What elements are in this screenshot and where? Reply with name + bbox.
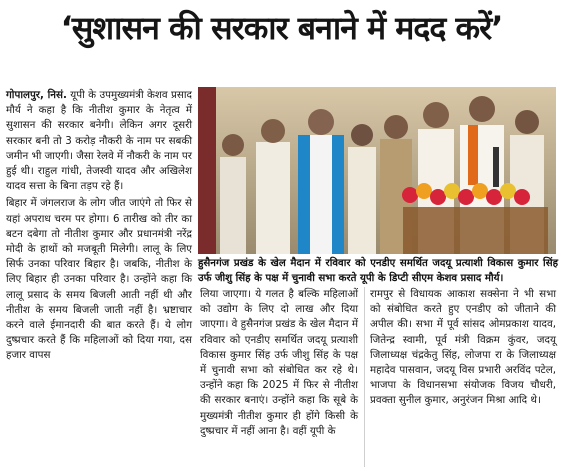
column-divider bbox=[364, 287, 365, 467]
photo-caption: हुसैनगंज प्रखंड के खेल मैदान में रविवार को एनडीए समर्थित जदयू प्रत्याशी विकास कुमार सिंह उर्फ जीशु सिंह के पक्ष में चुनावी सभा करते यूपी के डिप्टी सीएम केशव प्रसाद मौर्य। bbox=[198, 258, 558, 284]
article-column-1 bbox=[6, 88, 192, 366]
rally-photo-illustration bbox=[198, 87, 556, 254]
article-column-3 bbox=[370, 287, 556, 411]
rally-photo bbox=[198, 87, 556, 254]
headline: ‘सुशासन की सरकार बनाने में मदद करें’ bbox=[60, 9, 503, 47]
paragraph-4: रामपुर से विधायक आकाश सक्सेना ने भी सभा को संबोधित करते हुए एनडीए को जीताने की अपील की। सभा में पूर्व सांसद ओमप्रकाश यादव, जितेन्द्र स्वामी, पूर्व मंत्री विक्रम कुंवर, जदयू जिलाध्यक्ष चंद्रकेतु सिंह, लोजपा रा के जिलाध्यक्ष महादेव पासवान, जदयू विस प्रभारी अरविंद पटेल, भाजपा के विधानसभा संयोजक विजय चौधरी, प्रवक्ता सुनील कुमार, अनुरंजन मिश्रा आदि थे। bbox=[370, 288, 556, 407]
paragraph-2: बिहार में जंगलराज के लोग जीत जाएंगे तो फिर से यहां अपराध चरम पर होगा। 6 तारीख को तीर का बटन दबेगा तो नीतीश कुमार और प्रधानमंत्री नरेंद्र मोदी के हाथों को मजबूती मिलेगी। लालू के लिए सिर्फ उनका परिवार बिहार है। जबकि, नीतीश के लिए बिहार ही उनका परिवार है। उन्होंने कहा कि लालू प्रसाद के समय बिजली आती नहीं थी और नीतीश के समय बिजली जाती नहीं है। भ्रष्टाचार करने वाले ईमानदारी की बात करते हैं। ये लोग दुष्प्रचार करते हैं कि महिलाओं को दिया गया, दस हजार वापस bbox=[6, 197, 192, 362]
dateline: गोपालपुर, निसं. bbox=[6, 89, 67, 101]
paragraph-1 bbox=[6, 88, 192, 194]
paragraph-1-text: यूपी के उपमुख्यमंत्री केशव प्रसाद मौर्य ने कहा है कि नीतीश कुमार के नेतृत्व में सुशासन की सरकार बनेगी। लेकिन अगर दूसरी सरकार बनी तो 3 करोड़ नौकरी के नाम पर सबकी जमीन भी जाएगी। जैसा रेलवे में नौकरी के नाम पर हुई थी। राहुल गांधी, तेजस्वी यादव और अखिलेश यादव सत्ता के बिना तड़प रहे हैं। bbox=[6, 89, 192, 193]
paragraph-3: लिया जाएगा। ये गलत है बल्कि महिलाओं को उद्योग के लिए दो लाख और दिया जाएगा। वे हुसैनगंज प्रखंड के खेल मैदान में रविवार को एनडीए समर्थित जदयू प्रत्याशी विकास कुमार सिंह उर्फ जीशु सिंह के पक्ष में चुनावी सभा को संबोधित कर रहे थे। उन्होंने कहा कि 2025 में फिर से नीतीश की सरकार बनाएं। उन्होंने कहा कि सूबे के मुख्यमंत्री नीतीश कुमार ही होंगे किसी के दुष्प्रचार में नहीं आना है। वहीं यूपी के bbox=[200, 288, 358, 437]
article-column-2 bbox=[200, 287, 358, 441]
